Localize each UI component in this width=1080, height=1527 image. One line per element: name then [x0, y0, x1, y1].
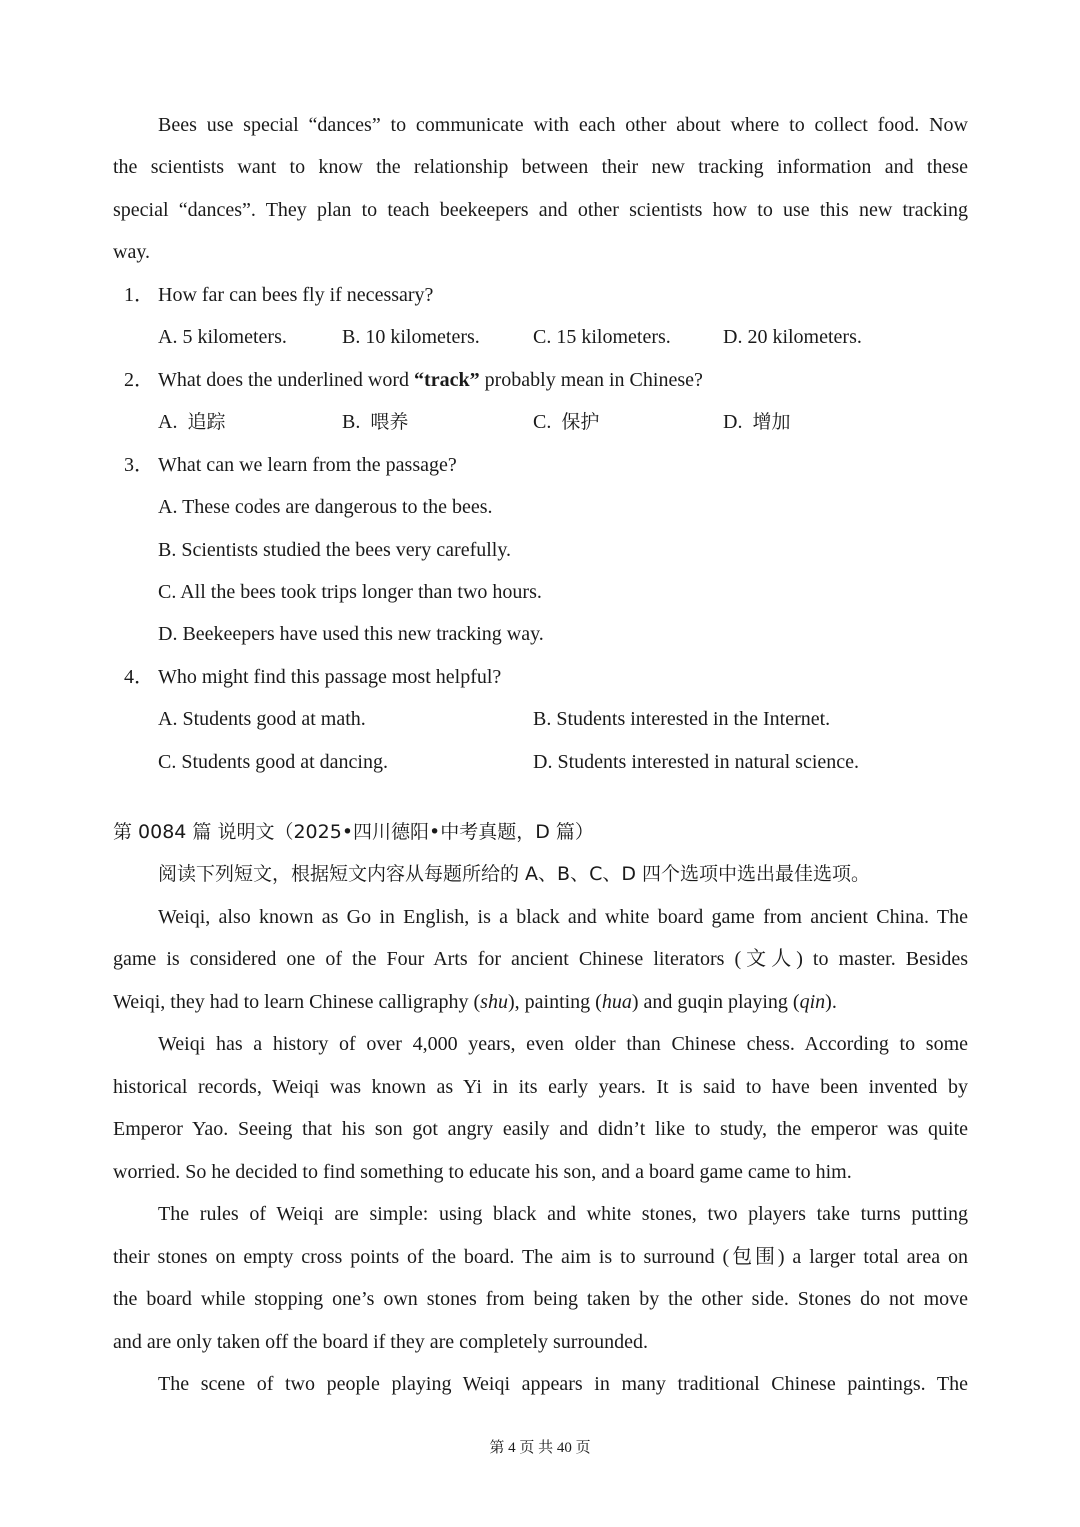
question-2-number: 2．: [124, 369, 154, 391]
para-1-line-2: game is considered one of the Four Arts for ancient Chinese literators (文人) to master. Besides: [113, 948, 968, 970]
para-3-line-2: their stones on empty cross points of the board. The aim is to surround (包围) a larger total area on: [113, 1246, 968, 1268]
question-4-option-a: A. Students good at math.: [158, 708, 366, 730]
question-4-option-c: C. Students good at dancing.: [158, 751, 388, 773]
para-2-line-1: Weiqi has a history of over 4,000 years, even older than Chinese chess. According to some: [158, 1033, 968, 1055]
passage-line-4: way.: [113, 241, 151, 263]
question-2-option-a: [158, 410, 225, 434]
question-2-option-d-text: 增加: [752, 411, 791, 433]
page-number-footer: 第 4 页 共 40 页: [489, 1440, 591, 1456]
question-2-option-d-letter: D.: [723, 411, 743, 433]
para-2-line-3: Emperor Yao. Seeing that his son got angry easily and didn’t like to study, the emperor was quite: [113, 1118, 968, 1140]
question-2-option-c: [533, 410, 599, 434]
question-2-option-c-text: 保护: [561, 411, 600, 433]
passage-line-3: special “dances”. They plan to teach beekeepers and other scientists how to use this new tracking: [113, 199, 968, 221]
question-2-text: [158, 368, 703, 392]
para-3-line-1: The rules of Weiqi are simple: using black and white stones, two players take turns putting: [158, 1203, 968, 1225]
para-1-term-qin: qin: [799, 991, 826, 1013]
para-4-line-1: The scene of two people playing Weiqi appears in many traditional Chinese paintings. The: [158, 1373, 968, 1395]
para-3-line-3: the board while stopping one’s own stones from being taken by the other side. Stones do not move: [113, 1288, 968, 1310]
passage-line-1: Bees use special “dances” to communicate with each other about where to collect food. Now: [158, 114, 968, 136]
question-3-option-a: A. These codes are dangerous to the bees.: [158, 496, 493, 518]
question-2-option-b: [342, 410, 408, 434]
question-2-option-b-text: 喂养: [370, 411, 409, 433]
question-2-option-a-text: 追踪: [187, 411, 226, 433]
para-1-term-shu: shu: [480, 991, 508, 1013]
para-2-line-4: worried. So he decided to find something to educate his son, and a board game came to him.: [113, 1161, 852, 1183]
question-2-option-a-letter: A.: [158, 411, 178, 433]
passage-line-2: the scientists want to know the relationship between their new tracking information and these: [113, 156, 968, 178]
question-4-text: Who might find this passage most helpful?: [158, 666, 502, 688]
para-1-line-1: Weiqi, also known as Go in English, is a black and white board game from ancient China. The: [158, 906, 968, 928]
para-1-term-hua: hua: [601, 991, 632, 1013]
question-3-option-c: C. All the bees took trips longer than two hours.: [158, 581, 542, 603]
question-4-option-b: B. Students interested in the Internet.: [533, 708, 831, 730]
question-1-option-a: A. 5 kilometers.: [158, 326, 287, 348]
para-3-line-4: and are only taken off the board if they are completely surrounded.: [113, 1331, 648, 1353]
para-1-line-3-part-d: ).: [825, 991, 837, 1013]
para-2-line-2: historical records, Weiqi was known as Yi in its early years. It is said to have been invented by: [113, 1076, 968, 1098]
question-4-number: 4．: [124, 666, 154, 688]
section-heading: 第 0084 篇 说明文（2025•四川德阳•中考真题，D 篇）: [113, 821, 594, 843]
question-2-text-before: What does the underlined word: [158, 369, 415, 391]
question-1-option-c: C. 15 kilometers.: [533, 326, 671, 348]
para-1-line-3: [113, 990, 837, 1014]
para-1-line-3-part-c: ) and guqin playing (: [631, 991, 800, 1013]
question-3-number: 3．: [124, 454, 154, 476]
section-instruction: 阅读下列短文，根据短文内容从每题所给的 A、B、C、D 四个选项中选出最佳选项。: [158, 863, 871, 885]
para-1-line-3-part-a: Weiqi, they had to learn Chinese calligraphy (: [113, 991, 481, 1013]
question-1-number: 1．: [124, 284, 154, 306]
question-2-option-b-letter: B.: [342, 411, 361, 433]
question-2-keyword: “track”: [414, 369, 480, 391]
question-2-option-c-letter: C.: [533, 411, 552, 433]
question-1-text: How far can bees fly if necessary?: [158, 284, 434, 306]
question-1-option-b: B. 10 kilometers.: [342, 326, 480, 348]
question-3-option-b: B. Scientists studied the bees very carefully.: [158, 539, 512, 561]
question-4-option-d: D. Students interested in natural science.: [533, 751, 860, 773]
question-2-text-after: probably mean in Chinese?: [479, 369, 703, 391]
question-3-option-d: D. Beekeepers have used this new tracking way.: [158, 623, 544, 645]
para-1-line-3-part-b: ), painting (: [507, 991, 602, 1013]
question-3-text: What can we learn from the passage?: [158, 454, 457, 476]
question-1-option-d: D. 20 kilometers.: [723, 326, 862, 348]
question-2-option-d: [723, 410, 790, 434]
